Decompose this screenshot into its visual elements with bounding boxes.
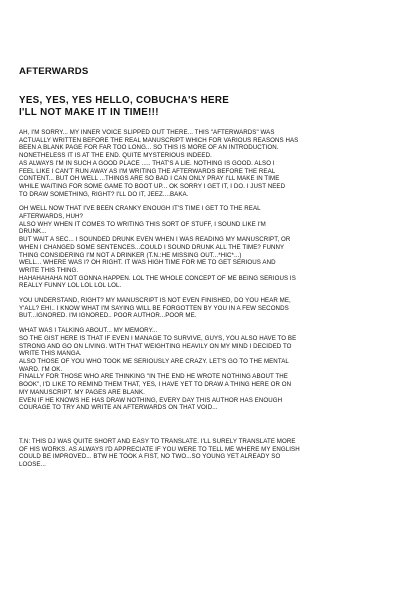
paragraph-2: [19, 205, 385, 290]
text-line: TO DRAW SOMETHING, RIGHT? I'LL DO IT, JEEZ....BAKA.: [19, 190, 189, 198]
text-line: AH, I'M SORRY... MY INNER VOICE SLIPPED OUT THERE... THIS "AFTERWARDS" WAS: [19, 129, 275, 136]
text-line: WARD. I'M OK.: [19, 365, 63, 373]
document-page: [19, 66, 385, 469]
text-line: ALSO THOSE OF YOU WHO TOOK ME SERIOUSLY ARE CRAZY. LET'S GO TO THE MENTAL: [19, 357, 289, 365]
text-line: ALSO WHY WHEN IT COMES TO WRITING THIS SORT OF STUFF, I SOUND LIKE I'M: [19, 220, 266, 228]
text-line: BUT...IGNORED. I'M IGNORED.. POOR AUTHOR...POOR ME.: [19, 312, 197, 320]
text-line: WRITE THIS MANGA.: [19, 350, 82, 358]
text-line: FINALLY FOR THOSE WHO ARE THINKING "IN THE END HE WROTE NOTHING ABOUT THE: [19, 373, 288, 381]
section-heading: AFTERWARDS: [19, 66, 89, 77]
text-line: LOOSE...: [19, 461, 46, 469]
text-line: BUT WAIT A SEC... I SOUNDED DRUNK EVEN WHEN I WAS READING MY MANUSCRIPT, OR: [19, 236, 291, 244]
text-line: AFTERWARDS, HUH?: [19, 213, 84, 221]
text-line: SO THE GIST HERE IS THAT IF EVEN I MANAGE TO SURVIVE, GUYS, YOU ALSO HAVE TO BE: [19, 334, 297, 342]
title-line-2: I'LL NOT MAKE IT IN TIME!!!: [19, 107, 159, 118]
page-title: [19, 95, 385, 119]
text-line: WHILE WAITING FOR SOME GAME TO BOOT UP... OK SORRY I GET IT, I DO. I JUST NEED: [19, 182, 286, 190]
text-line: AS ALWAYS I'M IN SUCH A GOOD PLACE ..... THAT'S A LIE. NOTHING IS GOOD. ALSO I: [19, 159, 275, 167]
paragraph-4: [19, 327, 385, 412]
text-line: YOU UNDERSTAND, RIGHT? MY MANUSCRIPT IS NOT EVEN FINISHED, DO YOU HEAR ME,: [19, 297, 291, 305]
text-line: ACTUALLY WRITTEN BEFORE THE REAL MANUSCRIPT WHICH FOR VARIOUS REASONS HAS: [19, 136, 299, 144]
text-line: STRONG AND GO ON LIVING. WITH THAT WEIGHTING HEAVILY ON MY MIND I DECIDED TO: [19, 342, 292, 350]
paragraph-1: [19, 129, 385, 198]
text-line: REALLY FUNNY LOL LOL LOL LOL.: [19, 282, 122, 290]
text-line: OF HIS WORKS. AS ALWAYS I'D APPRECIATE IF YOU WERE TO TELL ME WHERE MY ENGLISH: [19, 445, 300, 453]
text-line: BEEN A BLANK PAGE FOR FAR TOO LONG... SO THIS IS MORE OF AN INTRODUCTION.: [19, 144, 279, 152]
text-line: EVEN IF HE KNOWS HE HAS DRAW NOTHING, EVERY DAY THIS AUTHOR HAS ENOUGH: [19, 396, 283, 404]
text-line: FEEL LIKE I CAN'T RUN AWAY AS I'M WRITING THE AFTERWARDS BEFORE THE REAL: [19, 167, 276, 175]
text-line: NONETHELESS IT IS AT THE END. QUITE MYSTERIOUS INDEED.: [19, 152, 212, 160]
text-line: COURAGE TO TRY AND WRITE AN AFTERWARDS ON THAT VOID...: [19, 404, 218, 412]
text-line: WHEN I CHANGED SOME SENTENCES...COULD I SOUND DRUNK ALL THE TIME? FUNNY: [19, 243, 285, 251]
title-line-1: YES, YES, YES HELLO, COBUCHA'S HERE: [19, 95, 230, 106]
text-line: WELL... WHERE WAS I? OH RIGHT. IT WAS HIGH TIME FOR ME TO GET SERIOUS AND: [19, 259, 276, 267]
text-line: WHAT WAS I TALKING ABOUT... MY MEMORY...: [19, 327, 158, 335]
text-line: HAHAHAHAHA NOT GONNA HAPPEN. LOL THE WHOLE CONCEPT OF ME BEING SERIOUS IS: [19, 274, 296, 282]
text-line: WRITE THIS THING.: [19, 266, 79, 274]
text-line: CONTENT... BUT OH WELL ...THINGS ARE SO BAD I CAN ONLY PRAY I'LL MAKE IN TIME: [19, 175, 280, 183]
text-line: T.N: THIS DJ WAS QUITE SHORT AND EASY TO TRANSLATE. I'LL SURELY TRANSLATE MORE: [19, 437, 296, 445]
text-line: BOOK", I'D LIKE TO REMIND THEM THAT, YES, I HAVE YET TO DRAW A THING HERE OR ON: [19, 381, 292, 389]
translator-note: [19, 438, 385, 469]
paragraph-3: [19, 297, 385, 320]
text-line: MY MANUSCRIPT. MY PAGES ARE BLANK.: [19, 388, 145, 396]
text-line: COULD BE IMPROVED... BTW HE TOOK A FIST, NO TWO...SO YOUNG YET ALREADY SO: [19, 453, 281, 461]
text-line: THING CONSIDERING I'M NOT A DRINKER (T.N.:HE MISSING OUT...*HIC*...): [19, 251, 242, 259]
text-line: Y'ALL? EHI.. I KNOW WHAT I'M SAYING WILL BE FORGOTTEN BY YOU IN A FEW SECONDS: [19, 304, 289, 312]
text-line: OH WELL NOW THAT I'VE BEEN CRANKY ENOUGH IT'S TIME I GET TO THE REAL: [19, 205, 261, 213]
text-line: DRUNK...: [19, 228, 47, 236]
